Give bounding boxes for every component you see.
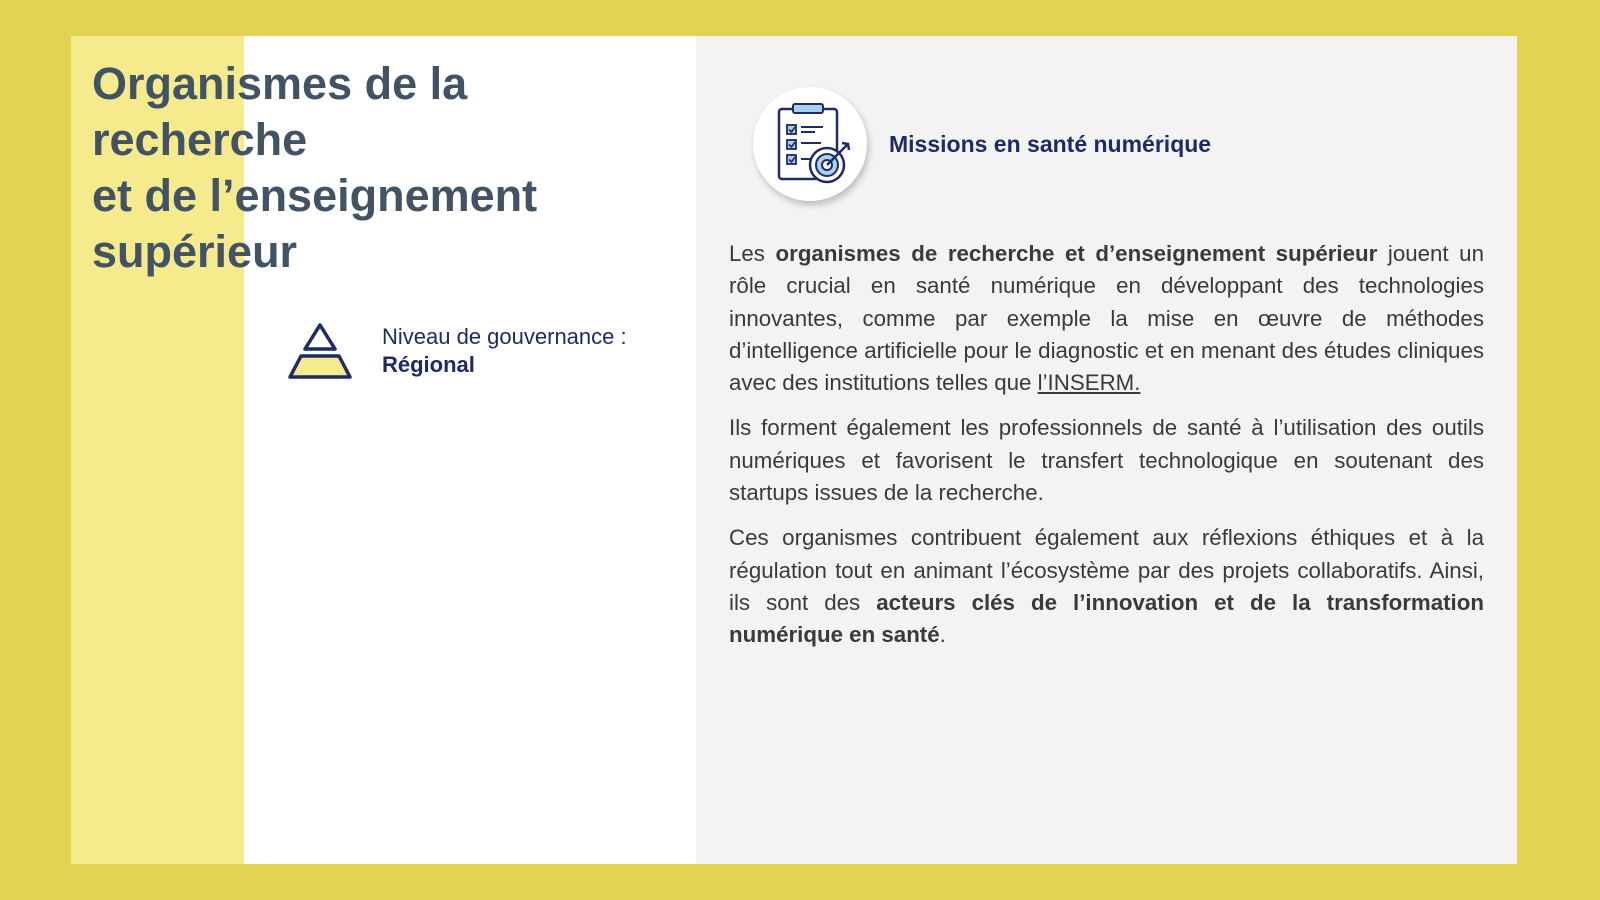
governance-level: [287, 322, 627, 380]
paragraph-1-bold: organismes de recherche et d’enseignement supérieur: [775, 241, 1378, 266]
paragraph-1: [729, 238, 1484, 399]
title-line-3: et de l’enseignement: [92, 170, 538, 221]
missions-panel: [696, 36, 1517, 864]
governance-value: Régional: [382, 352, 475, 377]
paragraph-1-text-b: jouent un rôle crucial en santé numérique en développant des technologies innovantes, comme par exemple la mise en œuvre de méthodes d’intelligence artificielle pour le diagnostic et en menant des études cliniques avec des institutions telles que: [729, 241, 1484, 396]
missions-title: Missions en santé numérique: [889, 131, 1212, 157]
pyramid-icon: [287, 322, 353, 380]
paragraph-3: [729, 522, 1484, 651]
page-title: [92, 56, 652, 280]
paragraph-2: Ils forment également les professionnels de santé à l’utilisation des outils numériques et favorisent le transfert technologique en soutenant des startups issues de la recherche.: [729, 415, 1484, 506]
slide-card: [71, 36, 1517, 864]
missions-body: [729, 238, 1484, 665]
inserm-link[interactable]: l’INSERM.: [1037, 370, 1141, 396]
title-line-2: recherche: [92, 114, 308, 165]
clipboard-target-icon: [753, 87, 867, 201]
paragraph-3-text-b: .: [939, 622, 946, 648]
governance-text: [382, 323, 627, 379]
title-line-4: supérieur: [92, 226, 298, 277]
paragraph-1-text-a: Les: [729, 241, 776, 266]
title-line-1: Organismes de la: [92, 58, 468, 109]
governance-label: Niveau de gouvernance :: [382, 324, 627, 349]
paragraph-3-bold: acteurs clés de l’innovation et de la transformation numérique en santé: [729, 589, 1484, 648]
paragraph-3-text-a: Ces organismes contribuent également aux réflexions éthiques et à la régulation tout en animant l’écosystème par des projets collaboratifs. Ainsi, ils sont des: [729, 525, 1484, 615]
